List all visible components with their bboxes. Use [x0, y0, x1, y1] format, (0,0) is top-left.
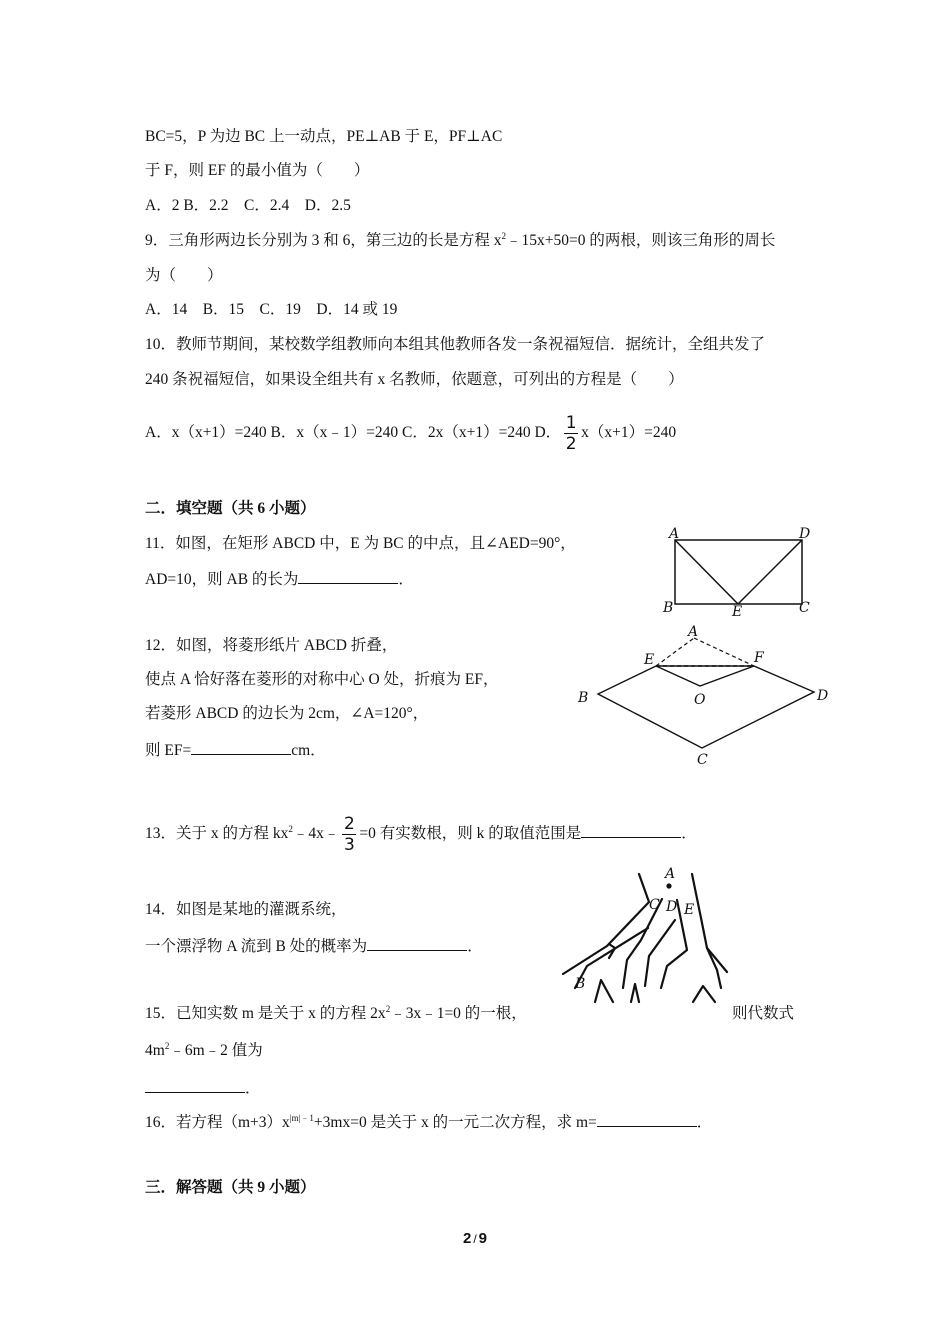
section3-heading: 三．解答题（共 9 小题）	[145, 1179, 316, 1196]
q11-label-b: B	[663, 600, 674, 616]
q13-fraction: $\frac{2}{3}$	[343, 814, 355, 855]
q11-line1: 11．如图，在矩形 ABCD 中，E 为 BC 的中点，且∠AED=90°，	[145, 535, 576, 552]
q11-label-e: E	[732, 604, 743, 620]
q11-rectangle-figure	[660, 520, 820, 620]
q12-label-f: F	[754, 650, 764, 666]
q13-line: 13．关于 x 的方程 $kx^2﹣4x﹣$ $\frac{2}{3}$ =0 有实数根，则 k 的取值范围是 ．	[145, 814, 697, 855]
section2-heading: 二．填空题（共 6 小题）	[145, 500, 316, 517]
q14-label-d: D	[666, 899, 678, 915]
q14-label-c: C	[649, 897, 660, 913]
q15-line1-tail: 则代数式	[732, 1005, 795, 1022]
q12-label-c: C	[697, 752, 708, 768]
q12-label-b: B	[578, 690, 589, 706]
q15-line1: 15．已知实数 m 是关于 x 的方程 $2x^2﹣3x﹣1=0$ 的一根，	[145, 1003, 527, 1022]
q16-answer-blank	[597, 1110, 697, 1127]
q10-options: A．x（x+1）=240 B．x（x﹣1）=240 C．2x（x+1）=240 D． $\frac{1}{2}$ x（x+1）=240	[145, 413, 677, 454]
q12-line4: 则 EF= cm．	[145, 738, 326, 761]
q8-options: A．2 B．2.2 C．2.4 D．2.5	[145, 197, 351, 214]
q9-options: A．14 B．15 C．19 D．14 或 19	[145, 301, 398, 318]
q8-line2: 于 F，则 EF 的最小值为（ ）	[145, 162, 370, 179]
q12-label-a: A	[688, 624, 699, 640]
q11-label-a: A	[669, 526, 680, 542]
q11-label-d: D	[799, 526, 811, 542]
q9-line2: 为（ ）	[145, 267, 223, 284]
q10-fraction: $\frac{1}{2}$	[565, 413, 577, 454]
q12-line1: 12．如图，将菱形纸片 ABCD 折叠，	[145, 637, 398, 654]
q13-answer-blank	[581, 821, 681, 838]
q14-label-e: E	[684, 902, 695, 918]
q12-answer-blank	[191, 738, 291, 755]
q12-rhombus-figure	[570, 622, 840, 772]
q14-line2: 一个漂浮物 A 流到 B 处的概率为 ．	[145, 934, 483, 957]
q14-answer-blank	[367, 934, 467, 951]
q14-label-a: A	[665, 866, 676, 882]
q15-line3: ．	[145, 1076, 261, 1099]
q11-label-c: C	[799, 600, 810, 616]
q14-irrigation-figure	[555, 862, 745, 1012]
q14-line1: 14．如图是某地的灌溉系统，	[145, 901, 347, 918]
q15-line2: $4m^2﹣6m﹣2$ 值为	[145, 1040, 263, 1059]
page-number: 2 / 9	[462, 1230, 488, 1247]
q11-line2: AD=10，则 AB 的长为 ．	[145, 567, 414, 590]
q10-line2: 240 条祝福短信，如果设全组共有 x 名教师，依题意，可列出的方程是（ ）	[145, 371, 684, 388]
q10-line1: 10．教师节期间，某校数学组教师向本组其他教师各发一条祝福短信．据统计，全组共发了	[145, 336, 766, 353]
q12-line2: 使点 A 恰好落在菱形的对称中心 O 处，折痕为 EF，	[145, 671, 499, 688]
q9-line1: 9．三角形两边长分别为 3 和 6，第三边的长是方程 $x^2﹣15x+50=0$ 的两根，则该三角形的周长	[145, 230, 776, 249]
q12-label-o: O	[694, 692, 706, 708]
q16-line: 16．若方程$(m+3)x^{|m|﹣1}+3mx=0$ 是关于 x 的一元二次方程，求 m= ．	[145, 1110, 712, 1133]
q11-answer-blank	[298, 567, 398, 584]
q14-label-b: B	[575, 976, 586, 992]
q12-label-e: E	[644, 652, 655, 668]
q12-label-d: D	[817, 688, 829, 704]
q15-answer-blank	[145, 1076, 245, 1093]
q8-line1: BC=5，P 为边 BC 上一动点，PE⊥AB 于 E，PF⊥AC	[145, 128, 503, 145]
q12-line3: 若菱形 ABCD 的边长为 2cm，∠A=120°，	[145, 705, 429, 722]
